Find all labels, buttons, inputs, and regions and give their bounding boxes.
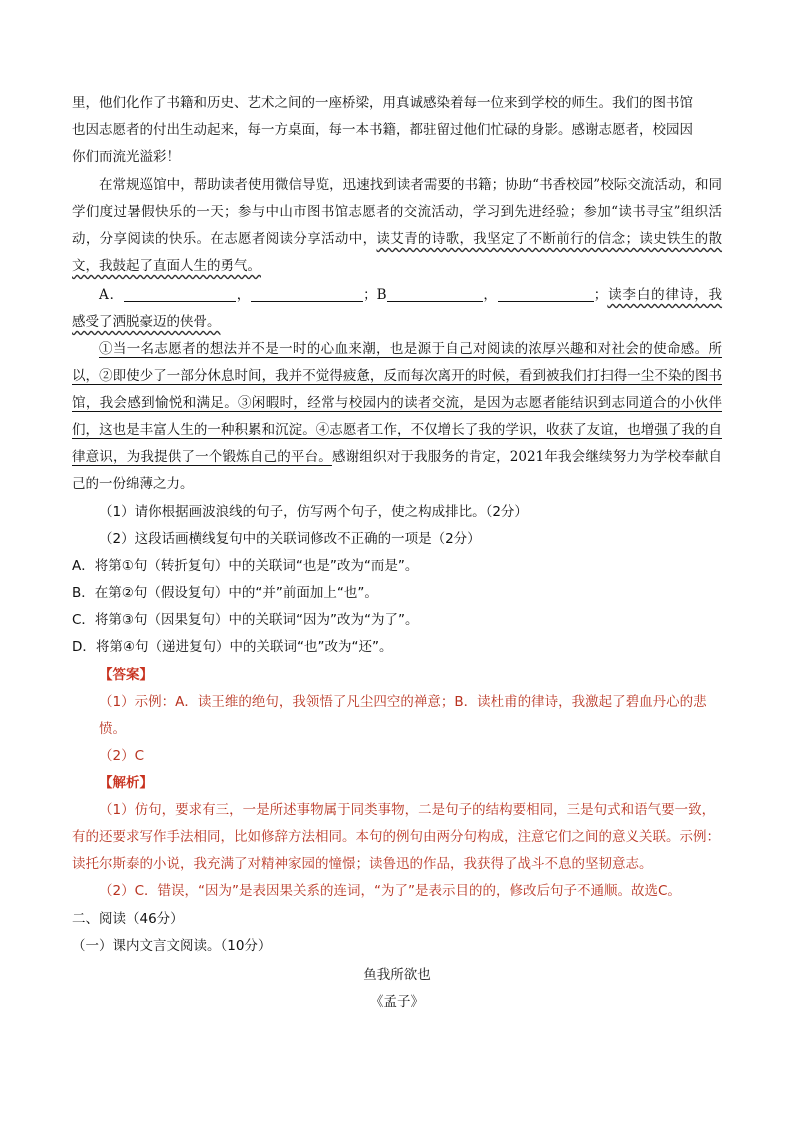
question-2: （2）这段话画横线复句中的关联词修改不正确的一项是（2分） (99, 531, 481, 547)
comma: ， (482, 287, 498, 303)
blank-a-label: A． (99, 287, 124, 303)
passage-header (72, 962, 722, 1016)
answer-block (72, 662, 722, 770)
analysis-tag: 【解析】 (99, 775, 153, 791)
option-b: B．在第②句（假设复句）中的“并”前面加上“也”。 (72, 585, 378, 601)
section-heading: 二、阅读（46分） (72, 911, 184, 927)
option-a: A．将第①句（转折复句）中的关联词“也是”改为“而是”。 (72, 558, 419, 574)
answer-1: （1）示例：A．读王维的绝句，我领悟了凡尘四空的禅意；B．读杜甫的律诗，我激起了碧血丹心的悲愤。 (99, 694, 707, 737)
intro-paragraph (72, 90, 722, 171)
semicolon: ； (363, 287, 377, 303)
volunteer-text-rest: 感谢组织对于我服务的肯定，2021年我会继续努力为学校奉献自己的一份绵薄之力。 (72, 449, 722, 492)
blank-b1[interactable] (387, 285, 483, 302)
passage-title: 鱼我所欲也 (363, 967, 431, 983)
wavy-sentence: 读艾青的诗歌，我坚定了不断前行的信念；读史铁生的散文，我鼓起了直面人生的勇气。 (72, 231, 723, 274)
activity-text-plain: 在常规巡馆中，帮助读者使用微信导览，迅速找到读者需要的书籍；协助“书香校园”校际交流活动，和同学们度过暑假快乐的一天；参与中山市图书馆志愿者的交流活动，学习到先进经验；参加“读书寻宝”组织活动，分享阅读的快乐。在志愿者阅读分享活动中， (72, 177, 722, 247)
fill-in-paragraph (72, 282, 722, 336)
answer-tag: 【答案】 (99, 667, 153, 683)
reading-section (72, 906, 722, 960)
answer-2: （2）C (99, 748, 145, 764)
analysis-2: （2）C．错误，“因为”是表因果关系的连词，“为了”是表示目的的，修改后句子不通顺。故选C。 (99, 883, 681, 899)
blank-b-label: B (376, 287, 387, 303)
comma: ， (235, 287, 252, 303)
activity-text (72, 172, 722, 280)
option-d: D．将第④句（递进复句）中的关联词“也”改为“还”。 (72, 639, 393, 655)
intro-line: 你们而流光溢彩！ (72, 149, 180, 165)
volunteer-text (72, 336, 722, 498)
questions-block (72, 499, 722, 661)
blank-a2[interactable] (251, 285, 363, 302)
blank-a1[interactable] (124, 285, 236, 302)
subsection-heading: （一）课内文言文阅读。（10分） (72, 938, 272, 954)
analysis-block (72, 770, 722, 905)
volunteer-paragraph (72, 336, 722, 498)
option-c: C．将第③句（因果复句）中的关联词“因为”改为“为了”。 (72, 612, 419, 628)
blank-b2[interactable] (498, 285, 594, 302)
underlined-sentences: ①当一名志愿者的想法并不是一时的心血来潮，也是源于自己对阅读的浓厚兴趣和对社会的使命感。所以，②即使少了一部分休息时间，我并不觉得疲惫，反而每次离开的时候，看到被我们打扫得一尘不染的图书馆，我会感到愉悦和满足。③闲暇时，经常与校园内的读者交流，是因为志愿者能结识到志同道合的小伙伴们，这也是丰富人生的一种积累和沉淀。④志愿者工作，不仅增长了我的学识，收获了友谊，也增强了我的自律意识，为我提供了一个锻炼自己的平台。 (72, 341, 722, 465)
intro-line: 也因志愿者的付出生动起来，每一方桌面，每一本书籍，都驻留过他们忙碌的身影。感谢志愿者，校园因 (72, 122, 693, 138)
activity-paragraph (72, 172, 722, 280)
semicolon: ； (593, 287, 608, 303)
passage-author: 《孟子》 (370, 994, 424, 1010)
intro-line: 里，他们化作了书籍和历史、艺术之间的一座桥梁，用真诚感染着每一位来到学校的师生。我们的图书馆 (72, 95, 693, 111)
wavy-sentence-libai: 读李白的律诗，我感受了洒脱豪迈的侠骨。 (72, 287, 723, 330)
question-1: （1）请你根据画波浪线的句子，仿写两个句子，使之构成排比。（2分） (99, 504, 528, 520)
fill-in-line (72, 282, 722, 336)
analysis-1: （1）仿句，要求有三，一是所述事物属于同类事物，二是句子的结构要相同，三是句式和语气要一致，有的还要求写作手法相同，比如修辞方法相同。本句的例句由两分句构成，注意它们之间的意义关联。示例：读托尔斯泰的小说，我充满了对精神家园的憧憬；读鲁迅的作品，我获得了战斗不息的坚韧意志。 (72, 802, 720, 872)
